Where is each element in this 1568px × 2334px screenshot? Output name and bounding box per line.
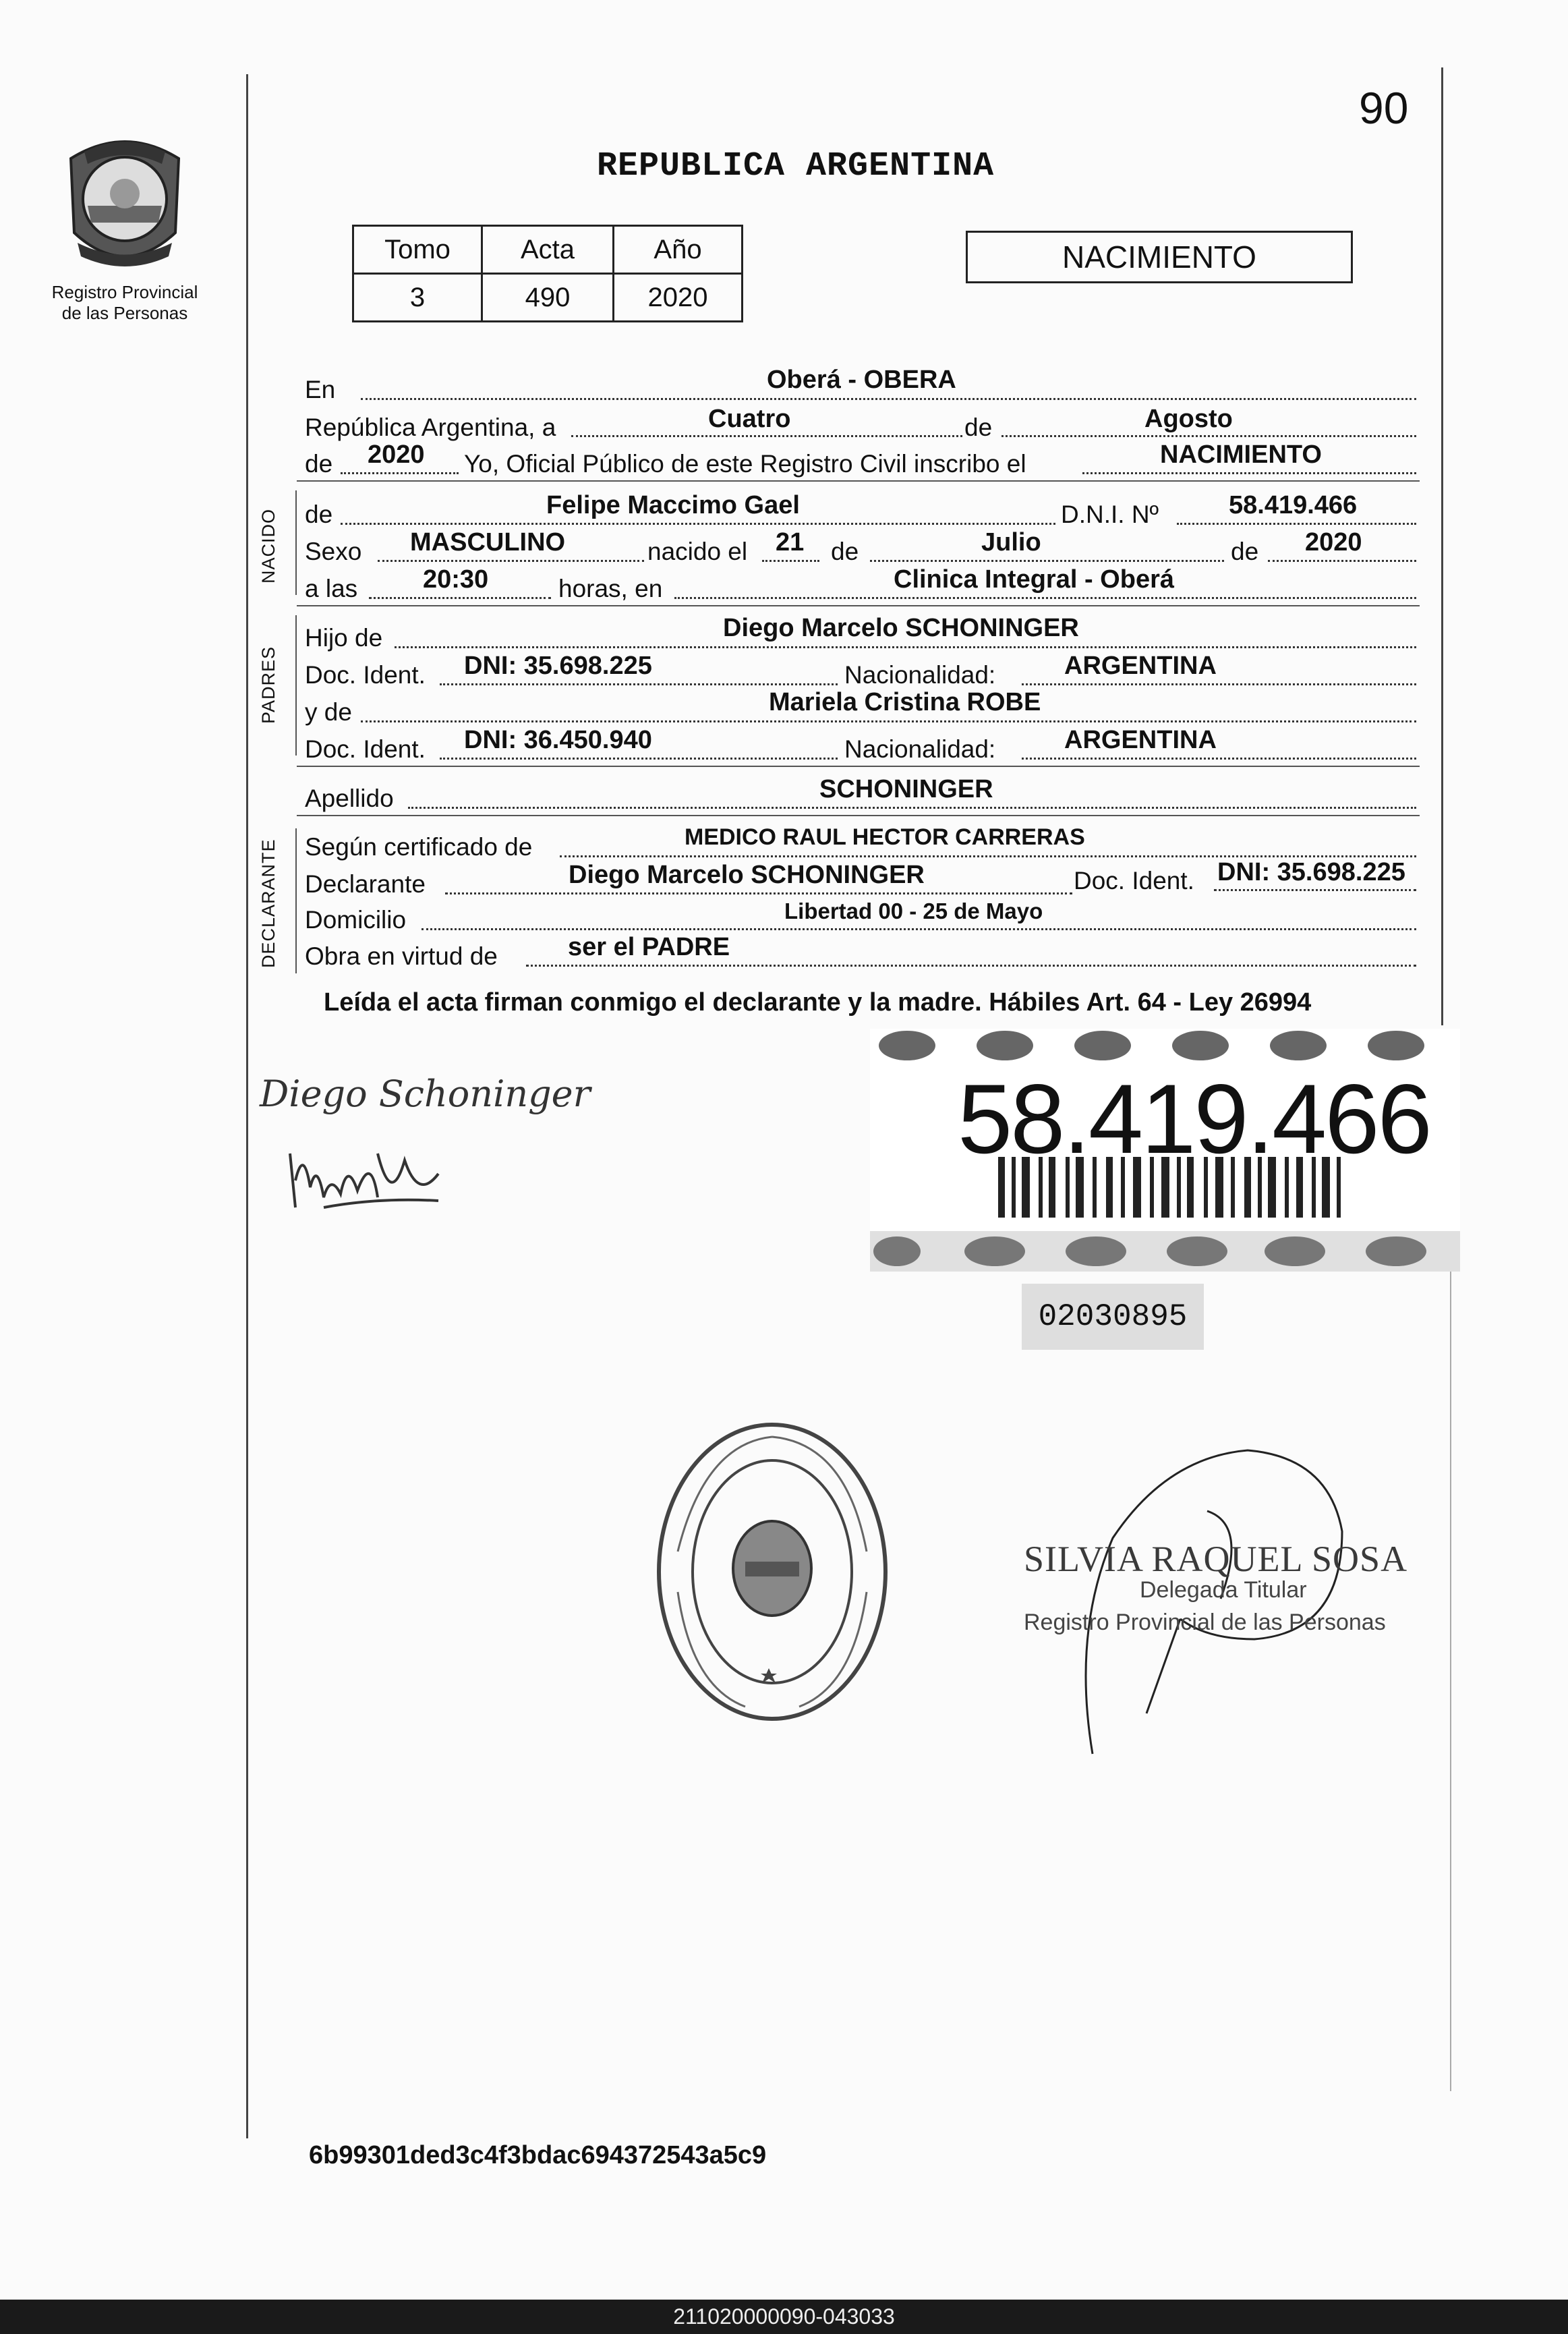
value-nombre: Felipe Maccimo Gael — [546, 491, 800, 519]
dotted-line — [341, 523, 1055, 525]
declarant-signature: Diego Schoninger — [260, 1073, 591, 1115]
section-bracket — [295, 615, 297, 756]
label-domicilio: Domicilio — [305, 906, 407, 934]
section-separator — [297, 766, 1420, 767]
label-declarante: Declarante — [305, 870, 426, 898]
dotted-line — [445, 892, 1072, 894]
value-mes: Agosto — [1144, 405, 1233, 433]
value-lugar: Oberá - OBERA — [767, 366, 956, 394]
label-hijo: Hijo de — [305, 624, 383, 652]
dotted-line — [369, 597, 551, 599]
official-name: SILVIA RAQUEL SOSA — [1024, 1539, 1408, 1579]
label-en: En — [305, 376, 336, 403]
section-bracket — [295, 828, 297, 973]
table-header-acta: Acta — [482, 226, 614, 274]
label-decl-doc: Doc. Ident. — [1074, 867, 1194, 894]
footer-id: 211020000090-043033 — [673, 2304, 895, 2329]
side-label-declarante: DECLARANTE — [258, 838, 279, 968]
value-padre: Diego Marcelo SCHONINGER — [723, 614, 1079, 642]
dotted-line — [361, 720, 1416, 722]
value-sexo: MASCULINO — [410, 528, 566, 557]
value-certificado: MEDICO RAUL HECTOR CARRERAS — [685, 824, 1085, 850]
record-type-box: NACIMIENTO — [966, 231, 1353, 283]
value-tipo: NACIMIENTO — [1160, 440, 1322, 469]
right-margin-line-lower — [1450, 1268, 1451, 2091]
label-inscribo: Yo, Oficial Público de este Registro Civil inscribo el — [464, 450, 1026, 478]
value-dni: 58.419.466 — [1229, 491, 1358, 519]
value-declarante: Diego Marcelo SCHONINGER — [569, 861, 925, 889]
value-decl-doc: DNI: 35.698.225 — [1217, 858, 1405, 886]
value-madre: Mariela Cristina ROBE — [769, 688, 1041, 716]
dotted-line — [560, 855, 1416, 857]
value-padre-doc: DNI: 35.698.225 — [464, 652, 652, 680]
dotted-line — [395, 646, 1416, 648]
value-domicilio: Libertad 00 - 25 de Mayo — [784, 899, 1043, 923]
province-seal-logo — [57, 132, 192, 273]
mother-signature-scribble — [283, 1133, 445, 1228]
value-padre-nac: ARGENTINA — [1064, 652, 1217, 680]
official-oval-stamp — [651, 1417, 894, 1727]
logo-caption — [37, 282, 212, 324]
label-sexo: Sexo — [305, 538, 362, 565]
dotted-line — [870, 560, 1224, 562]
section-bracket — [295, 490, 297, 595]
value-lugar-nac: Clinica Integral - Oberá — [894, 565, 1174, 594]
dotted-line — [1082, 472, 1416, 474]
dotted-line — [361, 398, 1416, 400]
value-dia: Cuatro — [708, 405, 791, 433]
dotted-line — [1022, 683, 1416, 685]
label-alas: a las — [305, 575, 358, 602]
section-separator — [297, 815, 1420, 816]
dotted-line — [440, 683, 838, 685]
section-separator — [297, 480, 1420, 482]
document-title: REPUBLICA ARGENTINA — [597, 147, 995, 186]
value-madre-doc: DNI: 36.450.940 — [464, 726, 652, 754]
footer-bar — [0, 2300, 1568, 2334]
side-label-padres: PADRES — [258, 646, 279, 724]
value-nac-dia: 21 — [776, 528, 805, 557]
dotted-line — [1214, 889, 1416, 891]
label-de: de — [305, 450, 333, 478]
logo-caption-line2: de las Personas — [61, 303, 188, 323]
label-de: de — [831, 538, 859, 565]
official-role: Delegada Titular — [1140, 1577, 1307, 1603]
dotted-line — [408, 807, 1416, 809]
section-separator — [297, 605, 1420, 606]
table-header-anio: Año — [614, 226, 743, 274]
dotted-line — [341, 472, 459, 474]
label-de: de — [964, 414, 993, 441]
left-margin-line — [246, 74, 248, 2138]
page-number: 90 — [1359, 83, 1409, 133]
table-cell-anio: 2020 — [614, 274, 743, 322]
logo-caption-line1: Registro Provincial — [51, 282, 198, 302]
dotted-line — [422, 928, 1416, 930]
label-nacionalidad: Nacionalidad: — [844, 661, 996, 689]
dotted-line — [440, 758, 838, 760]
official-org: Registro Provincial de las Personas — [1024, 1610, 1386, 1635]
document-hash: 6b99301ded3c4f3bdac694372543a5c9 — [309, 2141, 767, 2169]
dotted-line — [674, 597, 1416, 599]
sticker-serial: 02030895 — [1022, 1284, 1204, 1350]
label-dni: D.N.I. Nº — [1061, 501, 1159, 528]
dotted-line — [762, 560, 819, 562]
label-certificado: Según certificado de — [305, 833, 533, 861]
side-label-nacido: NACIDO — [258, 508, 279, 584]
dotted-line — [378, 560, 644, 562]
table-cell-tomo: 3 — [353, 274, 482, 322]
label-apellido: Apellido — [305, 785, 394, 812]
registry-table — [352, 225, 743, 322]
dotted-line — [1022, 758, 1416, 760]
label-nacionalidad: Nacionalidad: — [844, 735, 996, 763]
closing-note: Leída el acta firman conmigo el declarante y la madre. Hábiles Art. 64 - Ley 26994 — [324, 988, 1312, 1017]
table-header-tomo: Tomo — [353, 226, 482, 274]
right-margin-line — [1441, 67, 1443, 1025]
dotted-line — [1001, 435, 1416, 437]
value-nac-mes: Julio — [981, 528, 1041, 557]
label-doc: Doc. Ident. — [305, 735, 426, 763]
dotted-line — [571, 435, 962, 437]
label-de: de — [305, 501, 333, 528]
label-yde: y de — [305, 698, 352, 726]
label-horas: horas, en — [558, 575, 663, 602]
value-obra: ser el PADRE — [568, 933, 730, 961]
value-hora: 20:30 — [423, 565, 489, 594]
dotted-line — [1268, 560, 1416, 562]
label-de: de — [1231, 538, 1259, 565]
label-obra: Obra en virtud de — [305, 942, 498, 970]
dotted-line — [1177, 523, 1416, 525]
label-doc: Doc. Ident. — [305, 661, 426, 689]
label-nacido: nacido el — [647, 538, 748, 565]
table-cell-acta: 490 — [482, 274, 614, 322]
value-apellido: SCHONINGER — [819, 775, 993, 803]
sticker-number: 58.419.466 — [958, 1064, 1430, 1174]
value-madre-nac: ARGENTINA — [1064, 726, 1217, 754]
value-anio: 2020 — [368, 440, 425, 469]
value-nac-anio: 2020 — [1305, 528, 1362, 557]
label-republica: República Argentina, a — [305, 414, 556, 441]
dotted-line — [526, 965, 1416, 967]
